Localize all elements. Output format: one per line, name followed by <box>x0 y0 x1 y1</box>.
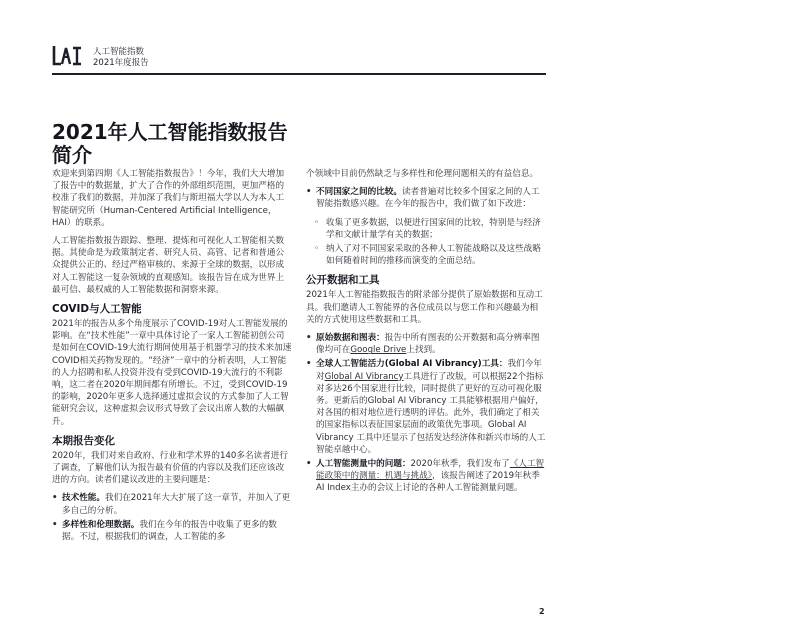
title-line-1: 2021年人工智能指数报告 <box>52 120 288 144</box>
bullet-label: 技术性能。 <box>62 493 105 504</box>
header-subtitle: 2021年度报告 <box>93 58 149 68</box>
list-item <box>306 358 546 456</box>
bullet-text-tail: 上找到。 <box>406 345 441 356</box>
continued-paragraph: 个领域中目前仍然缺乏与多样性和伦理问题相关的有益信息。 <box>306 169 539 179</box>
bullet-label: 全球人工智能活力(Global AI Vibrancy)工具： <box>316 359 508 370</box>
bullet-label: 人工智能测量中的问题： <box>316 459 411 470</box>
header-title: 人工智能指数 <box>93 47 145 57</box>
intro-paragraph-2: 人工智能指数报告跟踪、整理、提炼和可视化人工智能相关数据。其使命是为政策制定者、研究人员、高管、记者和普通公众提供公正的、经过严格审核的、来源于全球的数据，以形成对人工智能这一复杂领域的直观感知。该报告旨在成为世界上最可信、最权威的人工智能数据和洞察来源。 <box>52 236 285 295</box>
list-item <box>306 458 546 495</box>
bullet-text: 我们在2021年大大扩展了这一章节，并加入了更多自己的分析。 <box>62 493 291 516</box>
bullet-text-tail: 工具进行了改版，可以根据22个指标对多达26个国家进行比较，同时提供了更好的互动可视化服务。更新后的Global AI Vibrancy 工具能够根据用户偏好，对各国的相对地位进行透明的评估。此外，我们确定了相关的国家指标以表征国家层面的政策优先事项。Global AI Vibrancy 工具中还显示了包括发达经济体和新兴市场的人工智能卓越中心。 <box>316 371 546 455</box>
measurement-report-link[interactable]: 《人工智能政策中的测量：机遇与挑战》 <box>316 459 545 482</box>
covid-paragraph: 2021年的报告从多个角度展示了COVID-19对人工智能发展的影响。在“技术性能”一章中具体讨论了一家人工智能初创公司是如何在COVID-19大流行期间使用基于机器学习的技术来加速COVID相关药物发现的。“经济”一章中的分析表明，人工智能的人力招聘和私人投资并没有受到COVID-19大流行的不利影响，这二者在2020年期间都有所增长。不过，受到COVID-19的影响，2020年更多人选择通过虚拟会议的方式参加了人工智能研究会议，这种虚拟会议形式导致了会议出席人数的大幅飙升。 <box>52 319 292 427</box>
page-title <box>52 121 288 167</box>
sub-list-item: ◦ 纳入了对不同国家采取的各种人工智能战略以及这些战略如何随着时间的推移而演变的全面总结。 <box>306 243 546 267</box>
vibrancy-tool-link[interactable]: Global AI Vibrancy <box>324 371 404 382</box>
bullet-text: 报告中所有图表的公开数据和高分辨率图像均可在 <box>316 333 540 356</box>
bullet-label: 多样性和伦理数据。 <box>62 519 140 530</box>
improvements-list <box>306 217 546 268</box>
bullet-label: 不同国家之间的比较。 <box>316 187 402 198</box>
changes-paragraph: 2020年，我们对来自政府、行业和学术界的140多名读者进行了调查，了解他们认为报告最有价值的内容以及我们还应该改进的方向。读者们建议改进的主要问题是： <box>52 450 288 486</box>
public-data-paragraph: 2021年人工智能指数报告的附录部分提供了原始数据和互动工具。我们邀请人工智能界的各位成员以与您工作和兴趣最为相关的方式使用这些数据和工具。 <box>306 290 543 325</box>
covid-heading: COVID与人工智能 <box>52 303 142 316</box>
right-column <box>306 168 546 501</box>
list-item <box>52 492 292 516</box>
bullet-text: 我们在今年的报告中收集了更多的数据。不过，根据我们的调查，人工智能的多 <box>62 519 277 543</box>
list-item <box>52 519 292 543</box>
bullet-text: 2020年秋季，我们发布了 <box>410 459 510 470</box>
comparison-list <box>306 186 546 210</box>
intro-paragraph-1: 欢迎来到第四期《人工智能指数报告》！今年，我们大大增加了报告中的数据量，扩大了合作的外部组织范围，更加严格的校准了我们的数据，并加深了我们与斯坦福大学以人为本人工智能研究所（Human-Centered Artificial Intelligence，HAI）的联系。 <box>52 169 285 228</box>
google-drive-link[interactable]: Google Drive <box>350 345 407 356</box>
bullet-text: 读者普遍对比较多个国家之间的人工智能指数感兴趣。在今年的报告中，我们做了如下改进： <box>316 187 540 210</box>
bullet-text-tail: ，该报告阐述了2019年秋季AI Index主办的会议上讨论的各种人工智能测量问题。 <box>316 471 540 494</box>
changes-list <box>52 492 292 543</box>
tools-list <box>306 332 546 495</box>
title-line-2: 简介 <box>52 143 92 167</box>
ai-index-logo <box>52 44 84 66</box>
list-item <box>306 186 546 210</box>
changes-heading: 本期报告变化 <box>52 434 115 447</box>
list-item <box>306 332 546 356</box>
left-column <box>52 168 292 549</box>
bullet-text: 我们今年对 <box>316 359 542 382</box>
report-header <box>93 47 149 69</box>
header-rule <box>52 73 546 75</box>
bullet-label: 原始数据和图表： <box>316 333 385 344</box>
sub-list-item: ◦ 收集了更多数据，以便进行国家间的比较，特别是与经济学和文献计量学有关的数据； <box>306 217 546 241</box>
page-number: 2 <box>539 607 545 616</box>
public-data-heading: 公开数据和工具 <box>306 274 380 287</box>
